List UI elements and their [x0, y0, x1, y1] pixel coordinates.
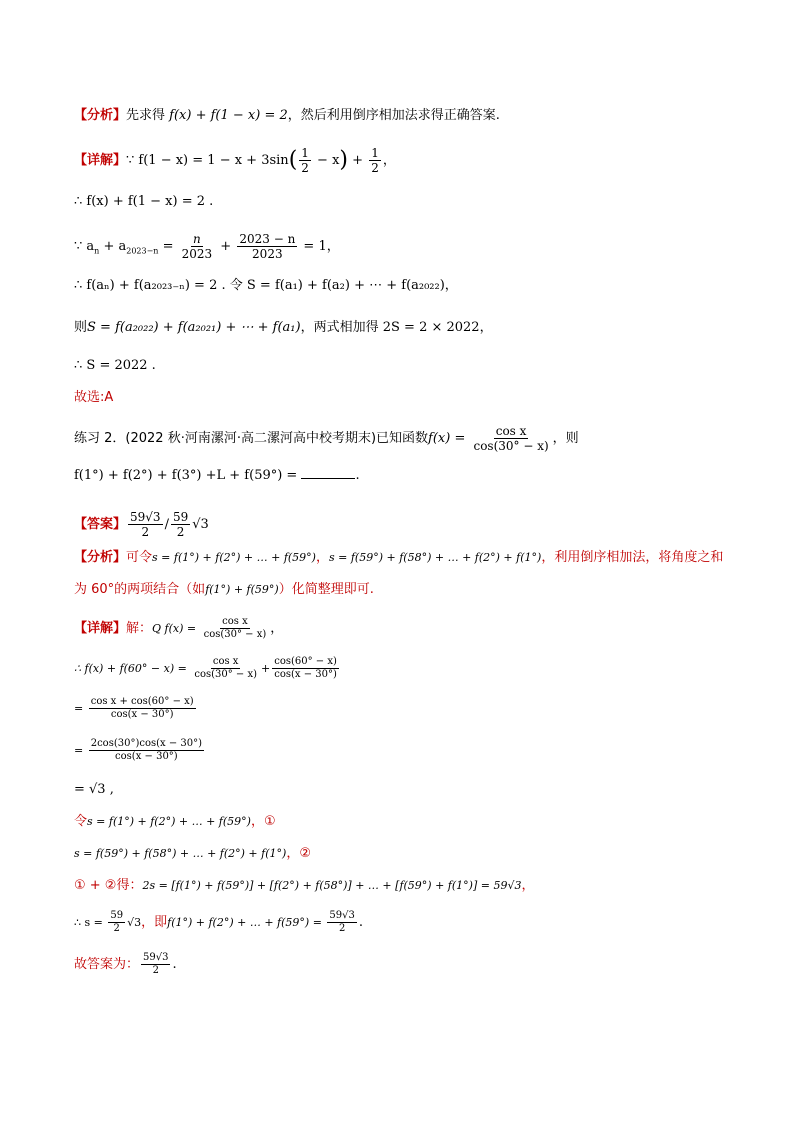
- detail-line-5: 则S = f(a₂₀₂₂) + f(a₂₀₂₁) + ⋯ + f(a₁)，两式相加得 2S = 2 × 2022，: [74, 320, 493, 335]
- detail-tag: 【详解】: [74, 153, 127, 168]
- exercise-stem-2: f(1°) + f(2°) + f(3°) +L + f(59°) = .: [74, 468, 360, 483]
- analysis-2-line-2: 为 60°的两项结合（如f(1°) + f(59°)）化简整理即可.: [74, 582, 374, 597]
- detail-2-line-2: ∴ f(x) + f(60° − x) = $\frac{\text{cos x}}{\cos(30^\circ - x)}$ + $\frac{\cos(60^\circ - x)}{\cos(x - 30^\circ)}$: [74, 656, 337, 680]
- detail-2-line-7: s = f(59°) + f(58°) + … + f(2°) + f(1°)，②: [74, 846, 311, 861]
- detail-2-line-6: 令s = f(1°) + f(2°) + … + f(59°)，①: [74, 814, 276, 829]
- answer-blank: [301, 466, 355, 479]
- detail-2-line-5: = √3 ,: [74, 782, 114, 797]
- detail-2-line-8: ① + ②得：2s = [f(1°) + f(59°)] + [f(2°) + f(58°)] + … + [f(59°) + f(1°)] = 59√3，: [74, 878, 535, 893]
- final-answer-line: 故答案为： $\frac{59√3}{2}$ .: [74, 952, 177, 976]
- detail-line-1: 【详解】∵ f(1 − x) = 1 − x + 3sin( $\frac{1}{2}$ − x) + $\frac{1}{2}$ ，: [74, 146, 396, 175]
- exercise-stem: 练习 2．(2022 秋·河南漯河·高二漯河高中校考期末)已知函数f(x) = $\frac{\text{cos x}}{\cos(30^\circ - x)}$ ，则: [74, 424, 579, 453]
- choice-line: 故选:A: [74, 390, 114, 405]
- detail-line-2: ∴ f(x) + f(1 − x) = 2 .: [74, 194, 214, 209]
- detail-2-line-3: = $\frac{\text{cos x + cos(60° − x)}}{\cos(x - 30^\circ)}$: [74, 696, 194, 720]
- answer-tag: 【答案】: [74, 517, 127, 532]
- analysis-line: 【分析】先求得 f(x) + f(1 − x) = 2，然后利用倒序相加法求得正确答案.: [74, 108, 500, 123]
- detail-line-3: ∵ $a_n + a_{2023-n}$ = $\frac{n}{2023}$ + $\frac{2023 - n}{2023}$ = 1，: [74, 232, 340, 261]
- detail-line-6: ∴ S = 2022 .: [74, 358, 156, 373]
- detail-2-line-9: ∴ s = $\frac{59}{2}$ √3，即f(1°) + f(2°) + … + f(59°) = $\frac{59√3}{2}$ .: [74, 910, 364, 934]
- detail-2-line-1: 【详解】解：Q f(x) = $\frac{\text{cos x}}{\cos(30^\circ - x)}$ ，: [74, 616, 284, 640]
- answer-line: 【答案】 $\frac{59√3}{2}$ / $\frac{59}{2}$ √3: [74, 510, 209, 539]
- analysis-2-line-1: 【分析】可令s = f(1°) + f(2°) + … + f(59°)，s = f(59°) + f(58°) + … + f(2°) + f(1°)，利用倒序相加法，将角度之和: [74, 550, 724, 565]
- detail-line-4: ∴ f(aₙ) + f(a₂₀₂₃₋ₙ) = 2 . 令 S = f(a₁) + f(a₂) + ⋯ + f(a₂₀₂₂)，: [74, 278, 458, 293]
- detail-2-line-4: = $\frac{2\cos(30^\circ)\cos(x - 30^\circ)}{\cos(x - 30^\circ)}$: [74, 738, 203, 762]
- analysis-tag: 【分析】: [74, 108, 127, 123]
